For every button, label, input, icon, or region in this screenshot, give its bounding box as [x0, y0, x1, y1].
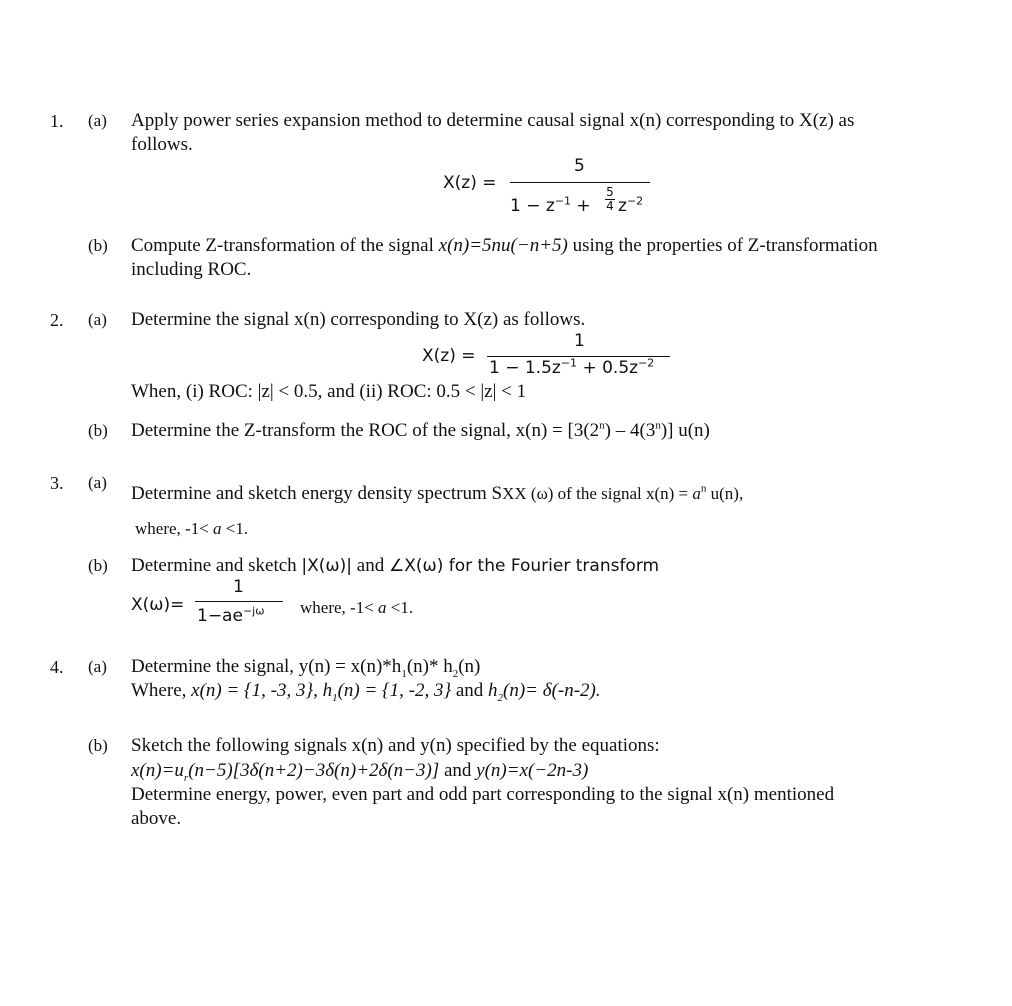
question-3b-equation-numerator: 1 — [233, 577, 244, 597]
question-4-number: 4. — [50, 657, 64, 677]
question-2-number: 2. — [50, 310, 64, 330]
question-2a-equation-numerator: 1 — [574, 331, 585, 351]
question-1a-equation-lhs: X(z) = — [443, 173, 497, 193]
question-1a-label: (a) — [88, 111, 107, 130]
question-1-number: 1. — [50, 111, 64, 131]
question-4b-text-line1: Sketch the following signals x(n) and y(n) specified by the equations: — [131, 735, 660, 756]
question-3b-text-line1: Determine and sketch |X(ω)| and ∠X(ω) for the Fourier transform — [131, 555, 660, 576]
question-3b-equation-lhs: X(ω)= — [131, 595, 185, 615]
question-2a-text-line1: Determine the signal x(n) corresponding to X(z) as follows. — [131, 309, 586, 330]
question-3a-text-line2: where, -1< a <1. — [135, 519, 249, 538]
question-1b-label: (b) — [88, 236, 108, 255]
question-3b-where-clause: where, -1< a <1. — [300, 598, 414, 617]
question-4b-text-line3: Determine energy, power, even part and odd part corresponding to the signal x(n) mentioned — [131, 784, 835, 805]
question-4a-text-line1: Determine the signal, $y(n) = x(n)*h_1(n)*$ $h_2(n)$ — [131, 656, 481, 680]
question-1a-fraction-bar — [510, 182, 650, 183]
question-2a-equation-lhs: X(z) = — [422, 346, 476, 366]
question-1a-equation-denominator: $1 - z^{-1}$ + — [510, 194, 591, 216]
question-1a-text-line1: Apply power series expansion method to determine causal signal x(n) corresponding to X(z) as — [131, 110, 855, 131]
question-1b-text-line1: Compute Z-transformation of the signal x(n)=5nu(−n+5) using the properties of Z-transformation — [131, 235, 878, 256]
question-3b-label: (b) — [88, 556, 108, 575]
question-1a-text-line2: follows. — [131, 134, 193, 155]
question-2a-roc-conditions: When, (i) ROC: |z| < 0.5, and (ii) ROC: 0.5 < |z| < 1 — [131, 381, 527, 402]
question-2b-label: (b) — [88, 421, 108, 440]
question-4b-text-line4: above. — [131, 808, 182, 829]
question-3a-text-line1: Determine and sketch energy density spectrum SXX (ω) of the signal $x(n) = a^n$ u(n), — [131, 482, 744, 504]
question-3a-label: (a) — [88, 473, 107, 492]
question-4b-text-line2: $x(n)=u_r(n-5)[3\delta(n+2)-3\delta(n)+2\delta(n-3)]$ and y(n)=x(−2n-3) — [131, 760, 589, 784]
question-1b-text-line2: including ROC. — [131, 259, 252, 280]
question-4a-label: (a) — [88, 657, 107, 676]
question-2b-text: Determine the Z-transform the ROC of the signal, $x(n) = [3(2^n) - 4(3^n)]$ u(n) — [131, 419, 710, 441]
question-2a-equation-denominator: $1 - 1.5z^{-1} + 0.5z^{-2}$ — [489, 356, 655, 378]
question-3b-fraction-bar — [195, 601, 283, 602]
question-2a-label: (a) — [88, 310, 107, 329]
question-1a-small-fraction: 5 4 — [606, 185, 614, 213]
question-3b-equation-denominator: $1-ae^{-j\omega}$ — [197, 604, 265, 626]
question-1a-equation-numerator: 5 — [574, 156, 585, 176]
question-4a-text-line2: Where, x(n) = {1, -3, 3}, $h_1(n) = \{1$, -2, 3} and $h_2(n)= \delta(-n-2)$. — [131, 680, 601, 704]
question-1a-equation-denominator-z: $z^{-2}$ — [618, 194, 644, 216]
question-3-number: 3. — [50, 473, 64, 493]
question-4b-label: (b) — [88, 736, 108, 755]
